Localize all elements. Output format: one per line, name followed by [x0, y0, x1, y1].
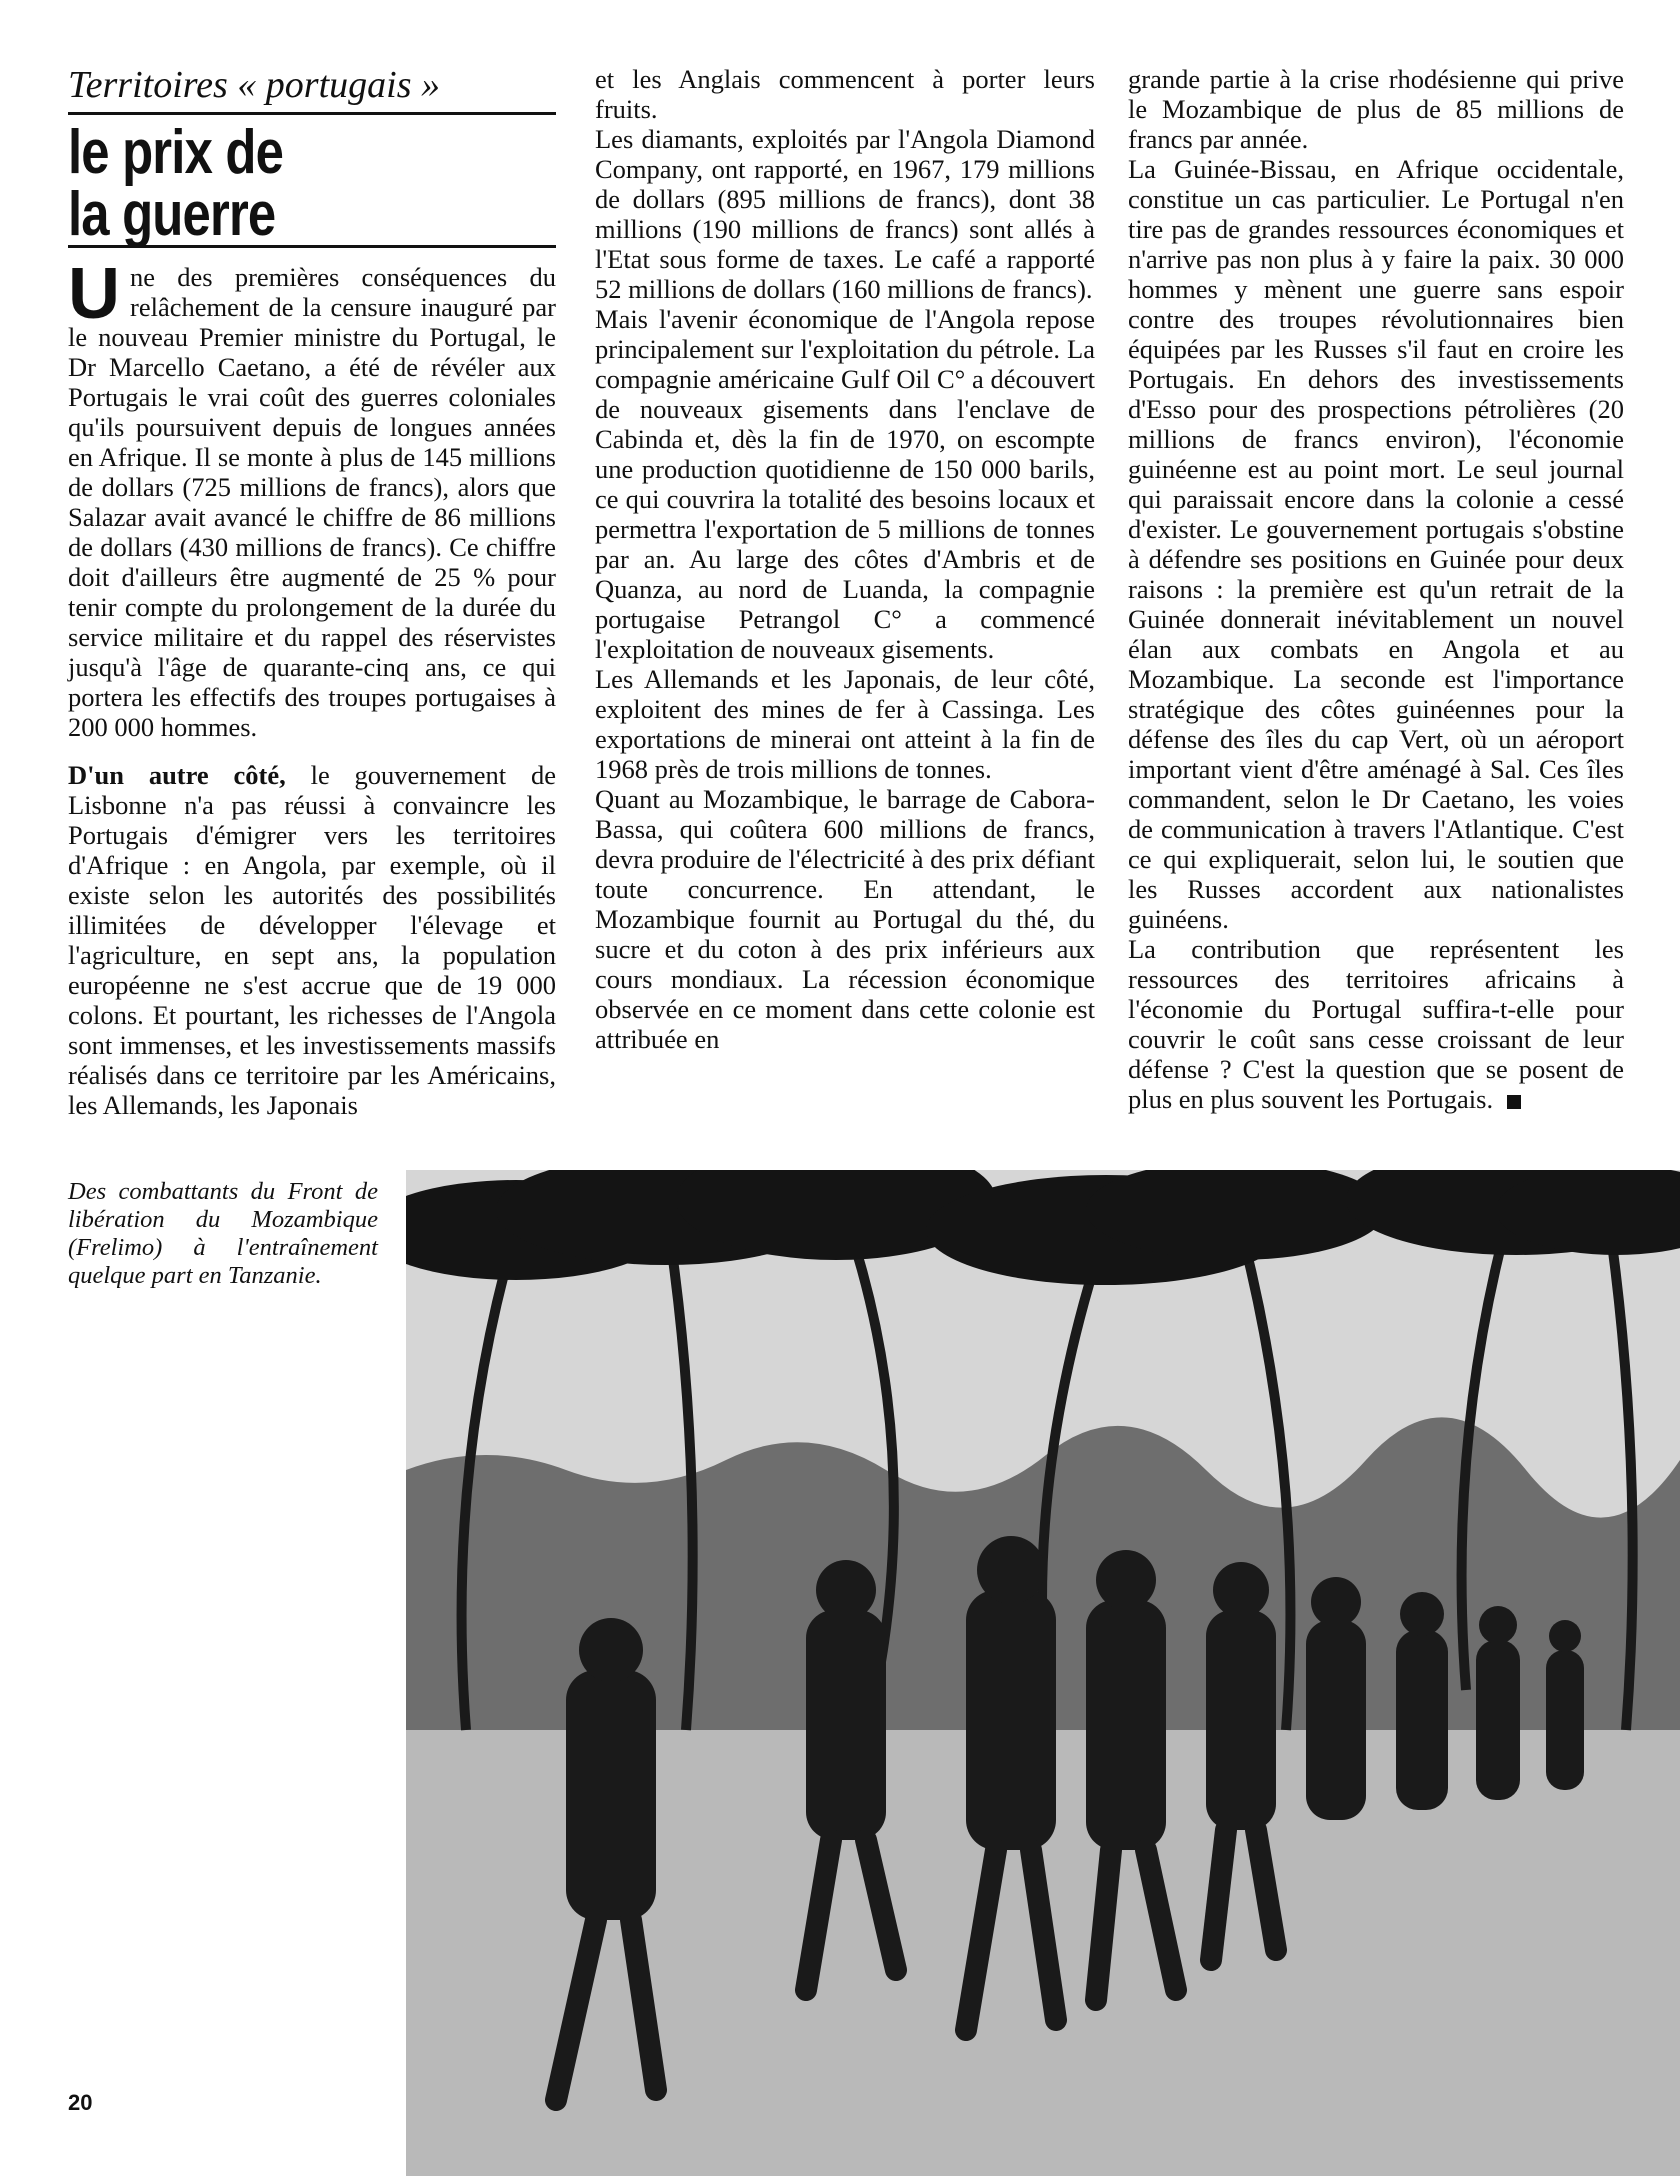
column-3	[1128, 64, 1624, 1114]
paragraph-gap	[68, 742, 556, 760]
drop-cap: U	[68, 254, 120, 334]
paragraph-petrole: Mais l'avenir économique de l'Angola repose principalement sur l'exploitation du pétrole. La compagnie américaine Gulf Oil C° a découvert de nouveaux gisements dans l'enclave de Cabinda et, dès la fin de 1970, on escompte une production quotidienne de 150 000 barils, ce qui couvrira la totalité des besoins locaux et permettra l'exportation de 5 millions de tonnes par an. Au large des côtes d'Ambris et de Quanza, au nord de Luanda, la compagnie portugaise Petrangol C° a commencé l'exploitation de nouveaux gisements.	[595, 304, 1095, 664]
column-1	[68, 254, 556, 1120]
paragraph-2-text: le gouvernement de Lisbonne n'a pas réussi à convaincre les Portugais d'émigrer vers les territoires d'Afrique : en Angola, par exemple, où il existe selon les autorités des possibilités illimitées de développer l'élevage et l'agriculture, en sept ans, la population européenne ne s'est accrue que de 19 000 colons. Et pourtant, les richesses de l'Angola sont immenses, et les investissements massifs réalisés dans ce territoire par les Américains, les Allemands, les Japonais	[68, 760, 556, 1120]
lead-in: D'un autre côté,	[68, 760, 286, 790]
column-2	[595, 64, 1095, 1054]
paragraph: grande partie à la crise rhodésienne qui prive le Mozambique de plus de 85 millions de francs par année.	[1128, 64, 1624, 154]
end-of-article-mark	[1507, 1095, 1521, 1109]
photo-frelimo-fighters	[406, 1170, 1680, 2176]
conclusion-text: La contribution que représentent les ressources des territoires africains à l'économie du Portugal suffira-t-elle pour couvrir le coût sans cesse croissant de leur défense ? C'est la question que se posent de plus en plus souvent les Portugais.	[1128, 934, 1624, 1114]
article-kicker: Territoires « portugais »	[68, 62, 556, 115]
photo-caption: Des combattants du Front de libération du Mozambique (Frelimo) à l'entraînement quelque part en Tanzanie.	[68, 1178, 378, 1289]
page-number: 20	[68, 2090, 93, 2115]
paragraph: et les Anglais commencent à porter leurs fruits.	[595, 64, 1095, 124]
intro-text: ne des premières conséquences du relâchement de la censure inauguré par le nouveau Premier ministre du Portugal, le Dr Marcello Caetano, a été de révéler aux Portugais le vrai coût des guerres coloniales qu'ils poursuivent depuis de longues années en Afrique. Il se monte à plus de 145 millions de dollars (725 millions de francs), alors que Salazar avait avancé le chiffre de 86 millions de dollars (430 millions de francs). Ce chiffre doit d'ailleurs être augmenté de 25 % pour tenir compte du prolongement de la durée du service militaire et du rappel des réservistes jusqu'à l'âge de quarante-cinq ans, ce qui portera les effectifs des troupes portugaises à 200 000 hommes.	[68, 262, 556, 742]
headline-line-2: la guerre	[68, 180, 276, 249]
headline-line-1: le prix de	[68, 118, 284, 187]
headline-rule	[68, 245, 556, 248]
paragraph-mozambique: Quant au Mozambique, le barrage de Cabora-Bassa, qui coûtera 600 millions de francs, devra produire de l'électricité à des prix défiant toute concurrence. En attendant, le Mozambique fournit au Portugal du thé, du sucre et du coton à des prix inférieurs aux cours mondiaux. La récession économique observée en ce moment dans cette colonie est attribuée en	[595, 784, 1095, 1054]
paragraph-fer: Les Allemands et les Japonais, de leur côté, exploitent des mines de fer à Cassinga. Les exportations de minerai ont atteint à la fin de 1968 près de trois millions de tonnes.	[595, 664, 1095, 784]
paragraph-intro	[68, 254, 556, 742]
paragraph-conclusion	[1128, 934, 1624, 1114]
article-headline	[68, 118, 468, 249]
photo-illustration	[406, 1170, 1680, 2176]
paragraph-diamonds: Les diamants, exploités par l'Angola Diamond Company, ont rapporté, en 1967, 179 millions de dollars (895 millions de francs), dont 38 millions (190 millions de francs) sont allés à l'Etat sous forme de taxes. Le café a rapporté 52 millions de dollars (160 millions de francs).	[595, 124, 1095, 304]
paragraph-2	[68, 760, 556, 1120]
paragraph-guinee: La Guinée-Bissau, en Afrique occidentale, constitue un cas particulier. Le Portugal n'en tire pas de grandes ressources économiques et n'arrive pas non plus à y faire la paix. 30 000 hommes y mènent une guerre sans espoir contre des troupes révolutionnaires bien équipées par les Russes s'il faut en croire les Portugais. En dehors des investissements d'Esso pour des prospections pétrolières (20 millions de francs environ), l'économie guinéenne est au point mort. Le seul journal qui paraissait encore dans la colonie a cessé d'exister. Le gouvernement portugais s'obstine à défendre ses positions en Guinée pour deux raisons : la première est qu'un retrait de la Guinée donnerait inévitablement un nouvel élan aux combats en Angola et au Mozambique. La seconde est l'importance stratégique des côtes guinéennes pour la défense des îles du cap Vert, où un aéroport important vient d'être aménagé à Sal. Ces îles commandent, selon le Dr Caetano, les voies de communication à travers l'Atlantique. C'est ce qui expliquerait, selon lui, le soutien que les Russes accordent aux nationalistes guinéens.	[1128, 154, 1624, 934]
